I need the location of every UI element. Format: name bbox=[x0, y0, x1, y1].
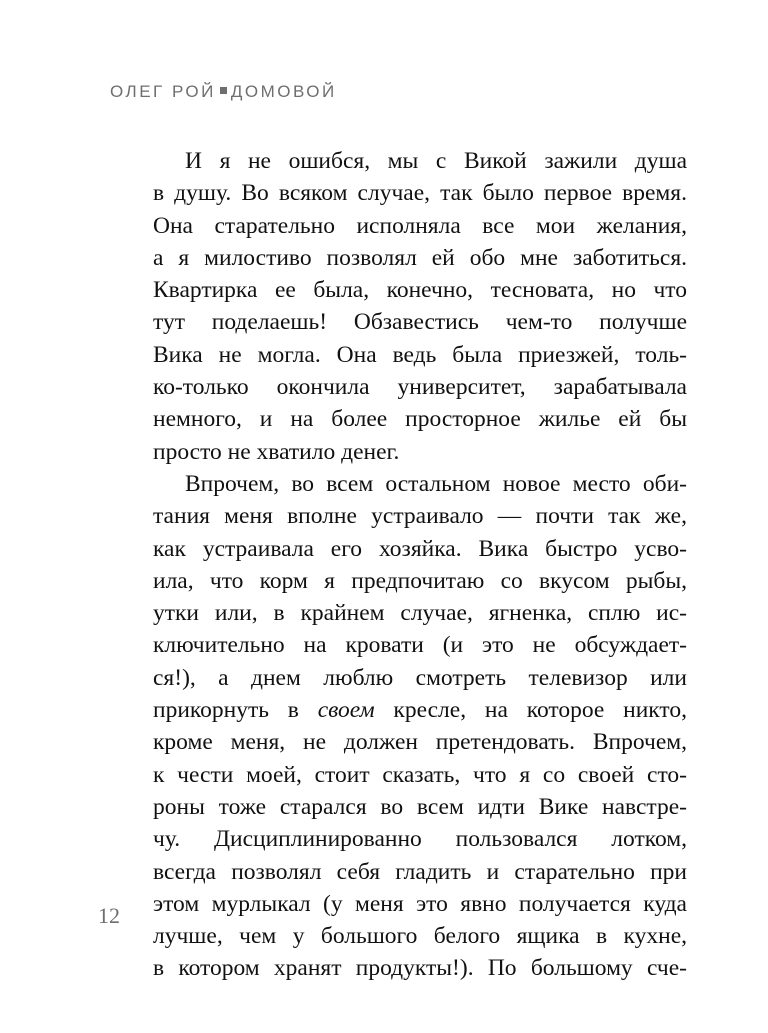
text-line: как устраивала его хозяйка. Вика быстро усво- bbox=[153, 535, 687, 562]
text-line: тут поделаешь! Обзавестись чем-то получше bbox=[153, 309, 687, 336]
running-head-author: ОЛЕГ РОЙ bbox=[110, 82, 216, 101]
text-line: немного, и на более просторное жилье ей бы bbox=[153, 406, 687, 433]
text-line: этом мурлыкал (у меня это явно получается куда bbox=[153, 890, 687, 917]
page-number: 12 bbox=[98, 903, 120, 928]
text-line: к чести моей, стоит сказать, что я со своей сто- bbox=[153, 761, 687, 788]
italic-emphasis: своем bbox=[317, 697, 375, 724]
text-run: кресле, на которое никто, bbox=[374, 697, 687, 724]
text-line: Вика не могла. Она ведь была приезжей, толь- bbox=[153, 341, 687, 368]
text-line: в котором хранят продукты!). По большому сче- bbox=[153, 955, 687, 982]
text-line: Впрочем, во всем остальном новое место оби- bbox=[185, 470, 687, 497]
text-line: ключительно на кровати (и это не обсуждает- bbox=[153, 632, 687, 659]
text-line: утки или, в крайнем случае, ягненка, сплю ис- bbox=[153, 600, 687, 627]
text-line: И я не ошибся, мы с Викой зажили душа bbox=[185, 148, 687, 174]
running-head-title: ДОМОВОЙ bbox=[230, 82, 337, 101]
text-line: Она старательно исполняла все мои желания, bbox=[153, 212, 687, 239]
text-line: в душу. Во всяком случае, так было первое время. bbox=[153, 180, 687, 207]
text-line: ко-только окончила университет, зарабатывала bbox=[153, 374, 687, 401]
text-line: роны тоже старался во всем идти Вике навстре- bbox=[153, 793, 687, 820]
text-line: а я милостиво позволял ей обо мне заботиться. bbox=[153, 244, 687, 271]
running-head bbox=[110, 82, 337, 102]
text-line: тания меня вполне устраивало — почти так же, bbox=[153, 503, 687, 530]
text-line: всегда позволял себя гладить и старательно при bbox=[153, 858, 687, 885]
text-line: кроме меня, не должен претендовать. Впрочем, bbox=[153, 729, 687, 756]
text-line: ся!), а днем люблю смотреть телевизор или bbox=[153, 664, 687, 691]
text-line: лучше, чем у большого белого ящика в кухне, bbox=[153, 923, 687, 950]
body-text bbox=[153, 145, 687, 985]
text-line-with-italic bbox=[153, 694, 687, 726]
square-bullet-icon bbox=[220, 87, 227, 94]
text-line: ила, что корм я предпочитаю со вкусом рыбы, bbox=[153, 567, 687, 594]
text-line: просто не хватило денег. bbox=[153, 438, 400, 465]
text-run: прикорнуть в bbox=[153, 697, 318, 724]
text-line: чу. Дисциплинированно пользовался лотком, bbox=[153, 826, 687, 853]
text-line: Квартирка ее была, конечно, тесновата, но что bbox=[153, 277, 687, 304]
